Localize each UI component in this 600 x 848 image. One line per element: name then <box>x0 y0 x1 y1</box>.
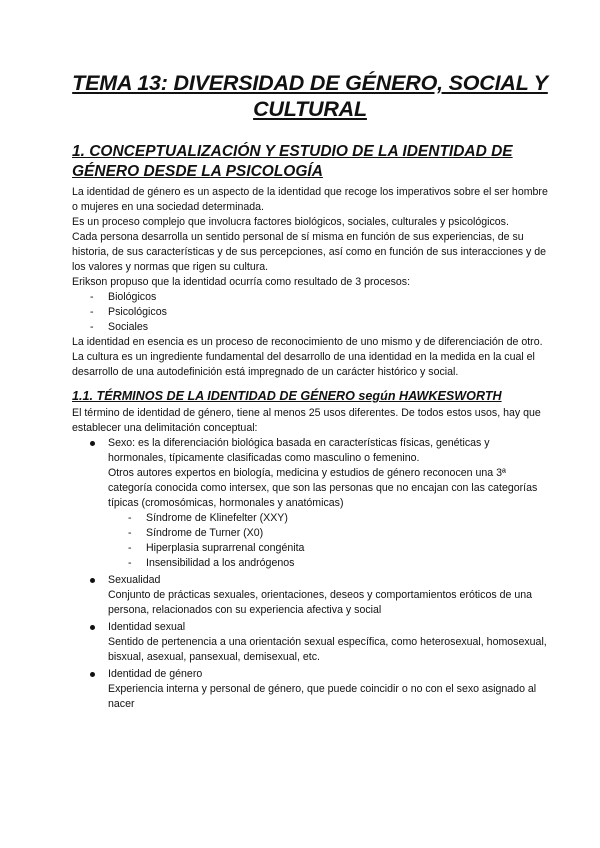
page-title <box>72 70 548 122</box>
intersex-conditions-list <box>108 511 548 571</box>
paragraph: La identidad en esencia es un proceso de reconocimiento de uno mismo y de diferenciación de otro. <box>72 336 543 348</box>
list-item: - Biológicos <box>90 290 548 305</box>
bullet-icon <box>90 672 95 677</box>
paragraph: La cultura es un ingrediente fundamental del desarrollo de una identidad en la medida en la cual el desarrollo de una autodefinición está impregnado de un carácter histórico y social. <box>72 351 535 378</box>
paragraph: Erikson propuso que la identidad ocurría como resultado de 3 procesos: <box>72 276 411 288</box>
term-text: Experiencia interna y personal de género, que puede coincidir o no con el sexo asignado al nacer <box>108 683 537 710</box>
list-item: - Hiperplasia suprarrenal congénita <box>128 541 548 556</box>
processes-list <box>72 290 548 335</box>
paragraph: Cada persona desarrolla un sentido personal de sí misma en función de sus experiencias, de su historia, de sus características y de sus percepciones, así como en función de sus interacciones y de los valores y normas que rigen su cultura. <box>72 231 547 273</box>
paragraph: El término de identidad de género, tiene al menos 25 usos diferentes. De todos estos usos, hay que establecer una delimitación conceptual: <box>72 407 541 434</box>
bullet-icon <box>90 441 95 446</box>
term-name: Identidad sexual <box>108 621 186 633</box>
list-item: - Insensibilidad a los andrógenos <box>128 556 548 571</box>
term-text: Conjunto de prácticas sexuales, orientaciones, deseos y comportamientos eróticos de una persona, relacionados con su experiencia afectiva y social <box>108 589 532 616</box>
term-name: Identidad de género <box>108 668 203 680</box>
term-text: Sentido de pertenencia a una orientación sexual específica, como heterosexual, homosexual, bisxual, asexual, pansexual, demisexual, etc. <box>108 636 547 663</box>
list-item-identidad-de-genero <box>88 667 548 712</box>
terms-list <box>72 436 548 712</box>
section-1-heading <box>72 142 548 182</box>
list-item-sexualidad <box>88 573 548 618</box>
term-extra: Otros autores expertos en biología, medicina y estudios de género reconocen una 3ª categoría conocida como intersex, que son las personas que no encajan con las categorías típicas (cromosómicas, hormonales y anatómicas) <box>108 467 538 509</box>
term-text: Sexo: es la diferenciación biológica basada en características físicas, genéticas y hormonales, típicamente clasificadas como masculino o femenino. <box>108 437 490 464</box>
term-name: Sexualidad <box>108 574 161 586</box>
list-item-sexo <box>88 436 548 571</box>
list-item: - Síndrome de Klinefelter (XXY) <box>128 511 548 526</box>
bullet-icon <box>90 578 95 583</box>
section-1-heading-line-2: GÉNERO DESDE LA PSICOLOGÍA <box>72 163 323 180</box>
paragraph: Es un proceso complejo que involucra factores biológicos, sociales, culturales y psicológicos. <box>72 216 509 228</box>
section-1-1-heading: 1.1. TÉRMINOS DE LA IDENTIDAD DE GÉNERO según HAWKESWORTH <box>72 389 502 403</box>
list-item: - Sociales <box>90 320 548 335</box>
list-item-identidad-sexual <box>88 620 548 665</box>
bullet-icon <box>90 625 95 630</box>
list-item: - Psicológicos <box>90 305 548 320</box>
paragraph: La identidad de género es un aspecto de la identidad que recoge los imperativos sobre el ser hombre o mujeres en una sociedad determinada. <box>72 186 548 213</box>
section-1-heading-line-1: 1. CONCEPTUALIZACIÓN Y ESTUDIO DE LA IDENTIDAD DE <box>72 143 513 160</box>
page-title-line-2: CULTURAL <box>253 97 367 121</box>
list-item: - Síndrome de Turner (X0) <box>128 526 548 541</box>
page-title-line-1: TEMA 13: DIVERSIDAD DE GÉNERO, SOCIAL Y <box>72 71 548 95</box>
